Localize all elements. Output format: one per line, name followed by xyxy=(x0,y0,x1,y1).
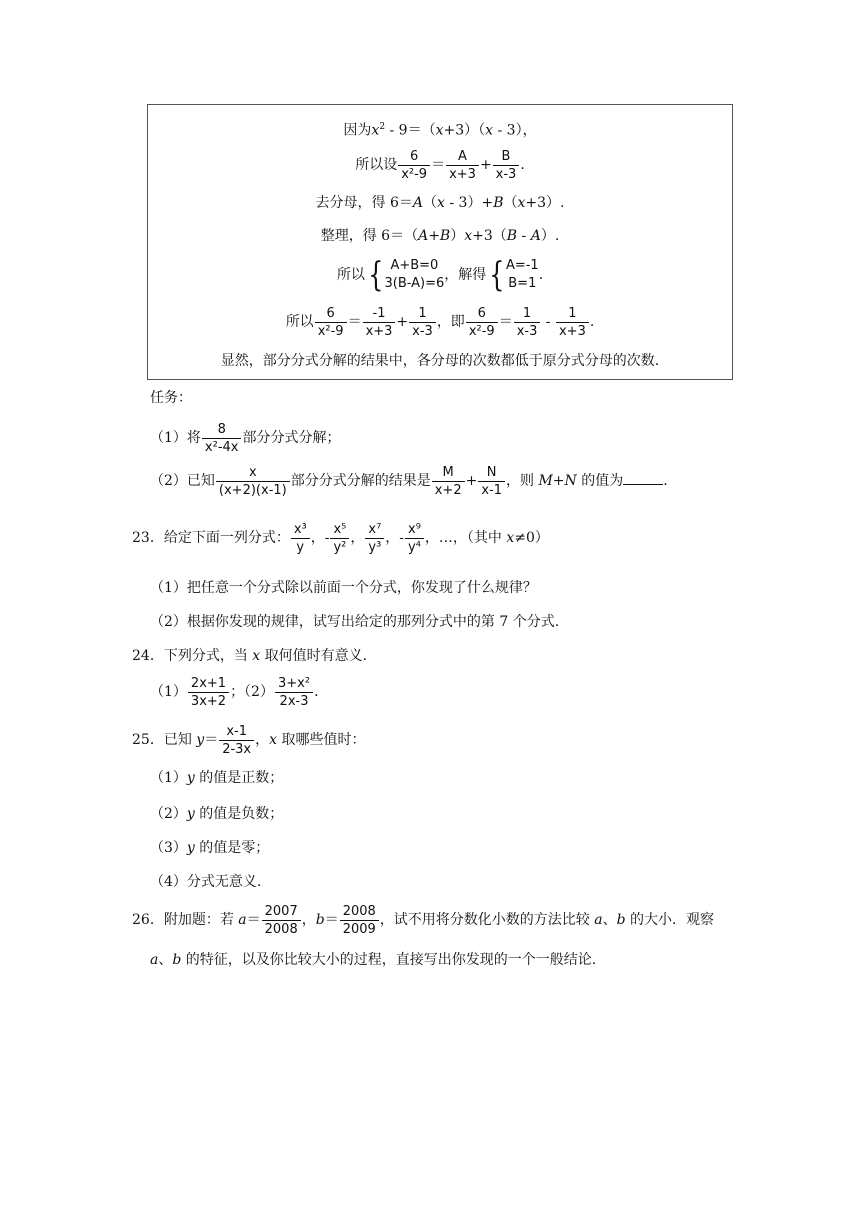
fraction xyxy=(398,148,430,183)
var: x xyxy=(252,648,261,664)
text: 因为 xyxy=(343,122,372,139)
text: 、 xyxy=(158,952,173,968)
numerator: x³ xyxy=(293,521,307,537)
text: ， xyxy=(350,530,365,546)
box-line-6 xyxy=(148,302,732,342)
denominator: x+2 xyxy=(432,481,465,499)
equation: 3(B-A)=6 xyxy=(384,276,445,291)
var: A xyxy=(530,228,541,244)
fraction xyxy=(466,305,498,340)
task-title: 任务： xyxy=(150,390,192,406)
numerator: x⁹ xyxy=(408,521,421,537)
fraction xyxy=(405,521,424,556)
fraction xyxy=(216,464,290,499)
denominator: 2009 xyxy=(340,920,379,938)
var: b xyxy=(315,912,325,928)
exponent: 2 xyxy=(379,122,386,132)
text: - xyxy=(541,314,555,330)
q25-sub-1 xyxy=(150,768,283,788)
var: M+N xyxy=(538,473,577,489)
var: x xyxy=(437,195,445,211)
denominator: y³ xyxy=(365,538,384,556)
numerator: 3+x² xyxy=(277,675,311,691)
numerator: x⁷ xyxy=(368,521,382,537)
text: ， xyxy=(385,530,400,546)
text: 24．下列分式，当 xyxy=(132,648,253,664)
numerator: 1 xyxy=(568,305,577,321)
q24-line xyxy=(132,646,367,666)
text: ， xyxy=(255,732,270,748)
numerator: 1 xyxy=(418,305,427,321)
example-box xyxy=(147,104,733,380)
text: （1） xyxy=(150,684,187,700)
numerator: x xyxy=(248,464,257,480)
fraction xyxy=(275,675,313,710)
fraction xyxy=(409,305,436,340)
numerator: N xyxy=(486,464,497,480)
denominator: x-3 xyxy=(493,165,520,183)
var: a xyxy=(150,952,159,968)
text: 取何值时有意义. xyxy=(260,648,368,664)
text: . xyxy=(589,314,595,330)
text: （2）已知 xyxy=(150,473,215,489)
var: b xyxy=(172,952,182,968)
numerator: B xyxy=(501,148,511,164)
text: + xyxy=(465,473,478,489)
denominator: x-3 xyxy=(514,322,541,340)
var: b xyxy=(616,912,626,928)
fraction xyxy=(514,305,541,340)
text: 23．给定下面一列分式： xyxy=(132,530,290,546)
numerator: 1 xyxy=(522,305,532,321)
task-q1 xyxy=(150,418,340,458)
var: x xyxy=(464,228,473,244)
fraction xyxy=(291,521,310,556)
var: x xyxy=(435,122,444,139)
text: 的特征，以及你比较大小的过程，直接写出你发现的一个一般结论. xyxy=(181,952,597,968)
text: ＝ xyxy=(498,314,513,330)
fraction xyxy=(188,675,229,710)
var: B xyxy=(506,228,518,244)
q25-line xyxy=(132,720,365,760)
text: ， xyxy=(301,912,316,928)
equation: B=1 xyxy=(508,276,537,291)
fraction xyxy=(262,903,301,938)
var: x xyxy=(485,122,494,139)
text: （3） xyxy=(150,840,187,856)
denominator: x+3 xyxy=(446,165,479,183)
numerator: A xyxy=(458,148,467,164)
var: A+B xyxy=(418,228,451,244)
q23-line xyxy=(132,515,549,561)
text: - 9＝（ xyxy=(385,122,436,139)
denominator: (x+2)(x-1) xyxy=(216,481,290,499)
denominator: 2-3x xyxy=(219,740,254,758)
fraction xyxy=(432,464,465,499)
fraction xyxy=(330,521,349,556)
text: 所以设 xyxy=(355,157,398,173)
text: 部分分式分解； xyxy=(242,430,341,446)
denominator: y xyxy=(291,538,310,556)
numerator: 2007 xyxy=(264,903,298,919)
q26-line-1 xyxy=(132,900,714,940)
text: 的值是负数； xyxy=(194,806,284,822)
fraction xyxy=(556,305,589,340)
var: y xyxy=(196,732,205,748)
var: x xyxy=(269,732,278,748)
text: （ xyxy=(503,195,518,211)
text: . xyxy=(663,473,668,489)
text: 的值为 xyxy=(576,473,624,489)
text: 的值是正数； xyxy=(194,770,284,786)
answer-blank[interactable] xyxy=(623,472,663,485)
denominator: x+3 xyxy=(363,322,396,340)
box-line-4 xyxy=(148,226,732,246)
box-line-5 xyxy=(148,255,732,295)
fraction xyxy=(315,305,347,340)
text: + xyxy=(479,157,492,173)
var: x xyxy=(371,122,380,139)
text: 整理，得 6＝（ xyxy=(320,228,419,244)
numerator: 2008 xyxy=(342,903,376,919)
numerator: x⁵ xyxy=(333,521,347,537)
numerator: 8 xyxy=(217,421,226,437)
numerator: 6 xyxy=(326,305,335,321)
text: ，即 xyxy=(436,314,465,330)
box-line-7: 显然，部分分式分解的结果中，各分母的次数都低于原分式分母的次数. xyxy=(220,353,660,369)
denominator: x²-9 xyxy=(466,322,498,340)
text: + xyxy=(396,314,409,330)
text: ＝ xyxy=(431,157,446,173)
text: （1） xyxy=(150,770,187,786)
var: x xyxy=(517,195,526,211)
text: +3）. xyxy=(525,195,565,211)
q23-sub-2: （2）根据你发现的规律，试写出给定的那列分式中的第 7 个分式. xyxy=(150,614,560,630)
text: +3（ xyxy=(472,228,507,244)
denominator: x-3 xyxy=(409,322,436,340)
text: 26．附加题：若 xyxy=(132,912,239,928)
denominator: x+3 xyxy=(556,322,589,340)
text: ＝ xyxy=(324,912,339,928)
text: ，则 xyxy=(505,473,539,489)
fraction xyxy=(219,723,254,758)
q25-sub-2 xyxy=(150,804,283,824)
q26-line-2 xyxy=(150,950,596,970)
text: ＝ xyxy=(246,912,261,928)
fraction xyxy=(363,305,396,340)
text: . xyxy=(314,684,319,700)
text: 取哪些值时： xyxy=(277,732,366,748)
denominator: 3x+2 xyxy=(188,692,229,710)
fraction xyxy=(365,521,384,556)
var: y xyxy=(186,806,195,822)
text: （1）将 xyxy=(150,430,201,446)
var: x xyxy=(506,530,515,546)
q24-sub xyxy=(150,672,319,712)
text: ）. xyxy=(540,228,560,244)
numerator: 2x+1 xyxy=(190,675,227,691)
numerator: 6 xyxy=(477,305,486,321)
text: （2） xyxy=(150,806,187,822)
var: B xyxy=(493,195,504,211)
denominator: y⁴ xyxy=(405,538,424,556)
text: ，试不用将分数化小数的方法比较 xyxy=(379,912,595,928)
left-brace: { xyxy=(368,255,384,295)
numerator: 6 xyxy=(410,148,419,164)
fraction xyxy=(446,148,479,183)
denominator: x²-9 xyxy=(315,322,347,340)
text: （ xyxy=(423,195,437,211)
fraction xyxy=(202,421,242,456)
left-brace: { xyxy=(489,255,505,295)
text: ，…，（其中 xyxy=(424,530,507,546)
text: ＝ xyxy=(347,314,362,330)
text: 去分母，得 6＝ xyxy=(315,195,413,211)
denominator: x²-9 xyxy=(398,165,430,183)
text: 所以 xyxy=(336,267,365,283)
solution-system xyxy=(506,257,539,293)
text: ） xyxy=(450,228,465,244)
text: ，解得 xyxy=(444,267,487,283)
equation: A+B=0 xyxy=(390,258,439,273)
text: - 3）， xyxy=(493,122,537,139)
text: +3）（ xyxy=(443,122,486,139)
text: 、 xyxy=(602,912,617,928)
text: 的大小．观察 xyxy=(625,912,715,928)
numerator: M xyxy=(442,464,454,480)
denominator: 2008 xyxy=(262,920,301,938)
var: A xyxy=(412,195,423,211)
q25-sub-3 xyxy=(150,838,269,858)
denominator: 2x-3 xyxy=(275,692,313,710)
box-line-2 xyxy=(148,145,732,185)
q23-sub-1: （1）把任意一个分式除以前面一个分式，你发现了什么规律？ xyxy=(150,580,537,596)
text: 的值是零； xyxy=(194,840,270,856)
text: 部分分式分解的结果是 xyxy=(290,473,431,489)
box-line-1 xyxy=(148,117,732,141)
var: y xyxy=(186,770,195,786)
text: . xyxy=(538,267,544,283)
text: 所以 xyxy=(285,314,314,330)
denominator: x-1 xyxy=(478,481,505,499)
text: ， xyxy=(310,530,325,546)
equation-system xyxy=(385,257,445,293)
box-line-3 xyxy=(148,193,732,213)
text: - xyxy=(324,530,330,546)
text: - xyxy=(517,228,531,244)
var: a xyxy=(594,912,603,928)
task-q2 xyxy=(150,461,668,501)
var: a xyxy=(238,912,247,928)
denominator: y² xyxy=(330,538,349,556)
var: y xyxy=(186,840,195,856)
numerator: x-1 xyxy=(226,723,247,739)
fraction xyxy=(478,464,505,499)
text: ；（2） xyxy=(230,684,274,700)
text: ≠0） xyxy=(514,530,549,546)
text: - xyxy=(399,530,405,546)
q25-sub-4: （4）分式无意义. xyxy=(150,874,262,890)
text: 25．已知 xyxy=(132,732,197,748)
text: ＝ xyxy=(204,732,219,748)
numerator: -1 xyxy=(372,305,386,321)
text: - 3）+ xyxy=(444,195,494,211)
fraction xyxy=(340,903,379,938)
fraction xyxy=(493,148,520,183)
text: . xyxy=(520,157,525,173)
equation: A=-1 xyxy=(505,258,539,273)
denominator: x²-4x xyxy=(202,438,242,456)
